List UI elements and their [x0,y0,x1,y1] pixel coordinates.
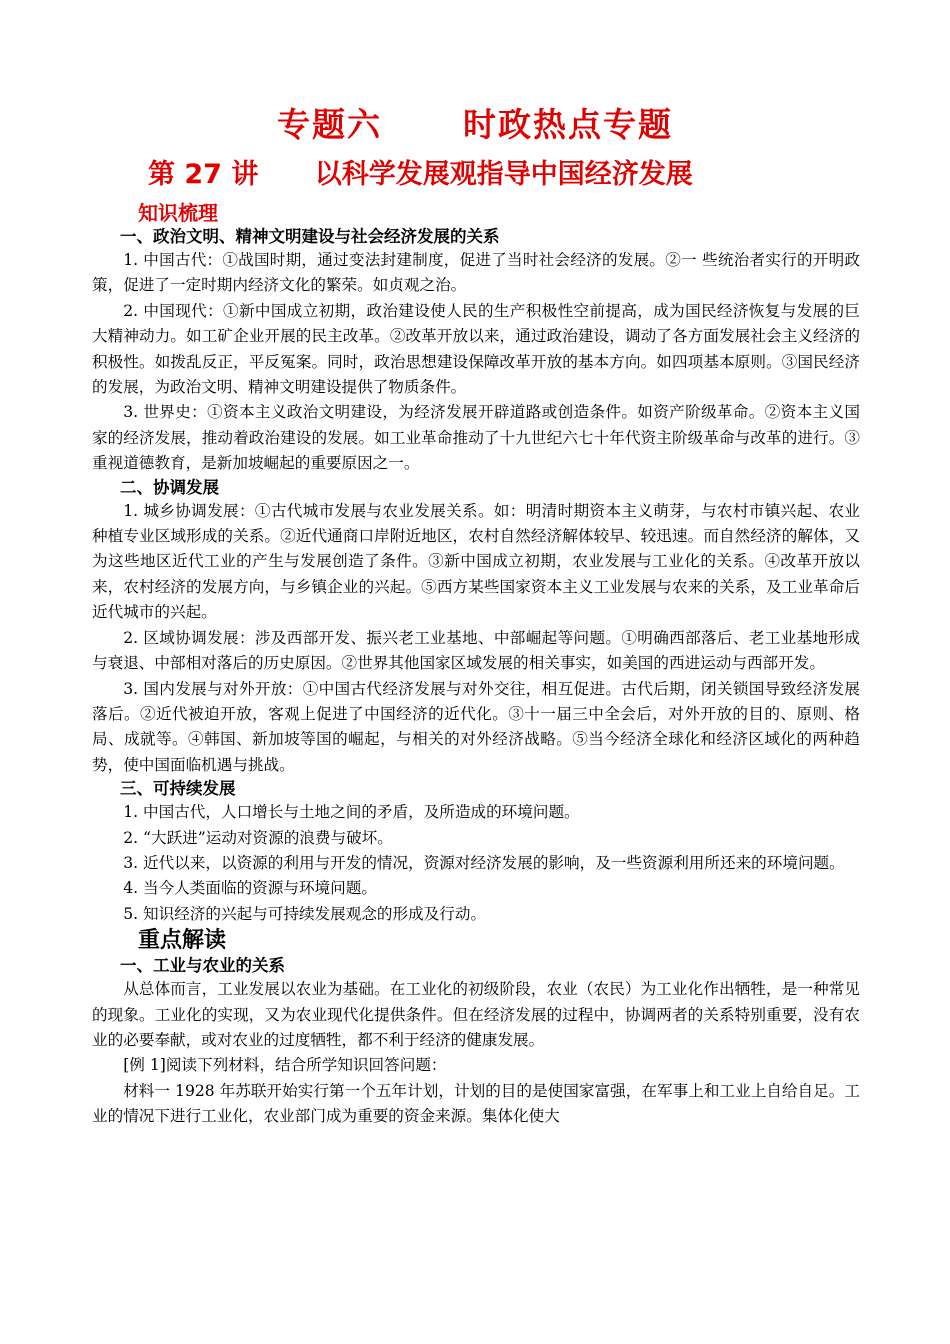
topic-title: 专题六 时政热点专题 [277,105,673,144]
paragraph: 4. 当今人类面临的资源与环境问题。 [123,879,377,898]
paragraph: [例 1]阅读下列材料，结合所学知识回答问题： [123,1056,447,1075]
paragraph: 2. 中国现代：①新中国成立初期，政治建设使人民的生产积极性空前提高，成为国民经济恢复与发展的巨大精神动力。如工矿企业开展的民主改革。②改革开放以来，通过政治建设，调动了各方面发展社会主义经济的积极性。如拨乱反正，平反冤案。同时，政治思想建设保障改革开放的基本方向。如四项基本原则。③国民经济的发展，为政治文明、精神文明建设提供了物质条件。 [92,301,860,397]
paragraph: 5. 知识经济的兴起与可持续发展观念的形成及行动。 [123,904,487,923]
section-heading-key-points: 重点解读 [138,928,227,954]
paragraph: 3. 近代以来，以资源的利用与开发的情况，资源对经济发展的影响，及一些资源利用所还来的环境问题。 [123,853,845,872]
paragraph: 3. 世界史：①资本主义政治文明建设，为经济发展开辟道路或创造条件。如资产阶级革命。②资本主义国家的经济发展，推动着政治建设的发展。如工业革命推动了十九世纪六七十年代资主阶级革命与改革的进行。③重视道德教育，是新加坡崛起的重要原因之一。 [92,403,860,473]
subheading-sustainable-development: 三、可持续发展 [120,779,236,799]
lecture-title: 第 27 讲 以科学发展观指导中国经济发展 [148,159,693,190]
paragraph: 1. 城乡协调发展：①古代城市发展与农业发展关系。如：明清时期资本主义萌芽，与农村市镇兴起、农业种植专业区域形成的关系。②近代通商口岸附近地区，农村自然经济解体较早、较迅速。而自然经济的解体，又为这些地区近代工业的产生与发展创造了条件。③新中国成立初期，农业发展与工业化的关系。④改革开放以来，农村经济的发展方向，与乡镇企业的兴起。⑤西方某些国家资本主义工业发展与农来的关系，及工业革命后近代城市的兴起。 [92,501,860,622]
paragraph: 材料一 1928 年苏联开始实行第一个五年计划，计划的目的是使国家富强，在军事上和工业上自给自足。工业的情况下进行工业化，农业部门成为重要的资金来源。集体化使大 [92,1081,860,1126]
paragraph: 2. 区域协调发展：涉及西部开发、振兴老工业基地、中部崛起等问题。①明确西部落后、老工业基地形成与衰退、中部相对落后的历史原因。②世界其他国家区域发展的相关事实，如美国的西进运动与西部开发。 [92,628,860,673]
paragraph: 3. 国内发展与对外开放：①中国古代经济发展与对外交往，相互促进。古代后期，闭关锁国导致经济发展落后。②近代被迫开放，客观上促进了中国经济的近代化。③十一届三中全会后，对外开放的目的、原则、格局、成就等。④韩国、新加坡等国的崛起，与相关的对外经济战略。⑤当今经济全球化和经济区域化的两种趋势，使中国面临机遇与挑战。 [92,679,860,774]
section-heading-knowledge: 知识梳理 [138,201,218,225]
paragraph: 1. 中国古代，人口增长与土地之间的矛盾，及所造成的环境问题。 [123,803,580,822]
subheading-politics-economy: 一、政治文明、精神文明建设与社会经济发展的关系 [120,227,500,246]
paragraph: 从总体而言，工业发展以农业为基础。在工业化的初级阶段，农业（农民）为工业化作出牺牲，是一种常见的现象。工业化的实现，又为农业现代化提供条件。但在经济发展的过程中，协调两者的关系特别重要，没有农业的必要奉献，或对农业的过度牺牲，都不利于经济的健康发展。 [92,980,860,1049]
paragraph: 2. “大跃进”运动对资源的浪费与破坏。 [123,828,393,847]
document-body [92,200,860,1130]
subheading-industry-agriculture: 一、工业与农业的关系 [120,956,285,976]
paragraph: 1. 中国古代：①战国时期，通过变法封建制度，促进了当时社会经济的发展。②一 些统治者实行的开明政策，促进了一定时期内经济文化的繁荣。如贞观之治。 [92,251,860,295]
subheading-coordinated-development: 二、协调发展 [120,477,219,497]
